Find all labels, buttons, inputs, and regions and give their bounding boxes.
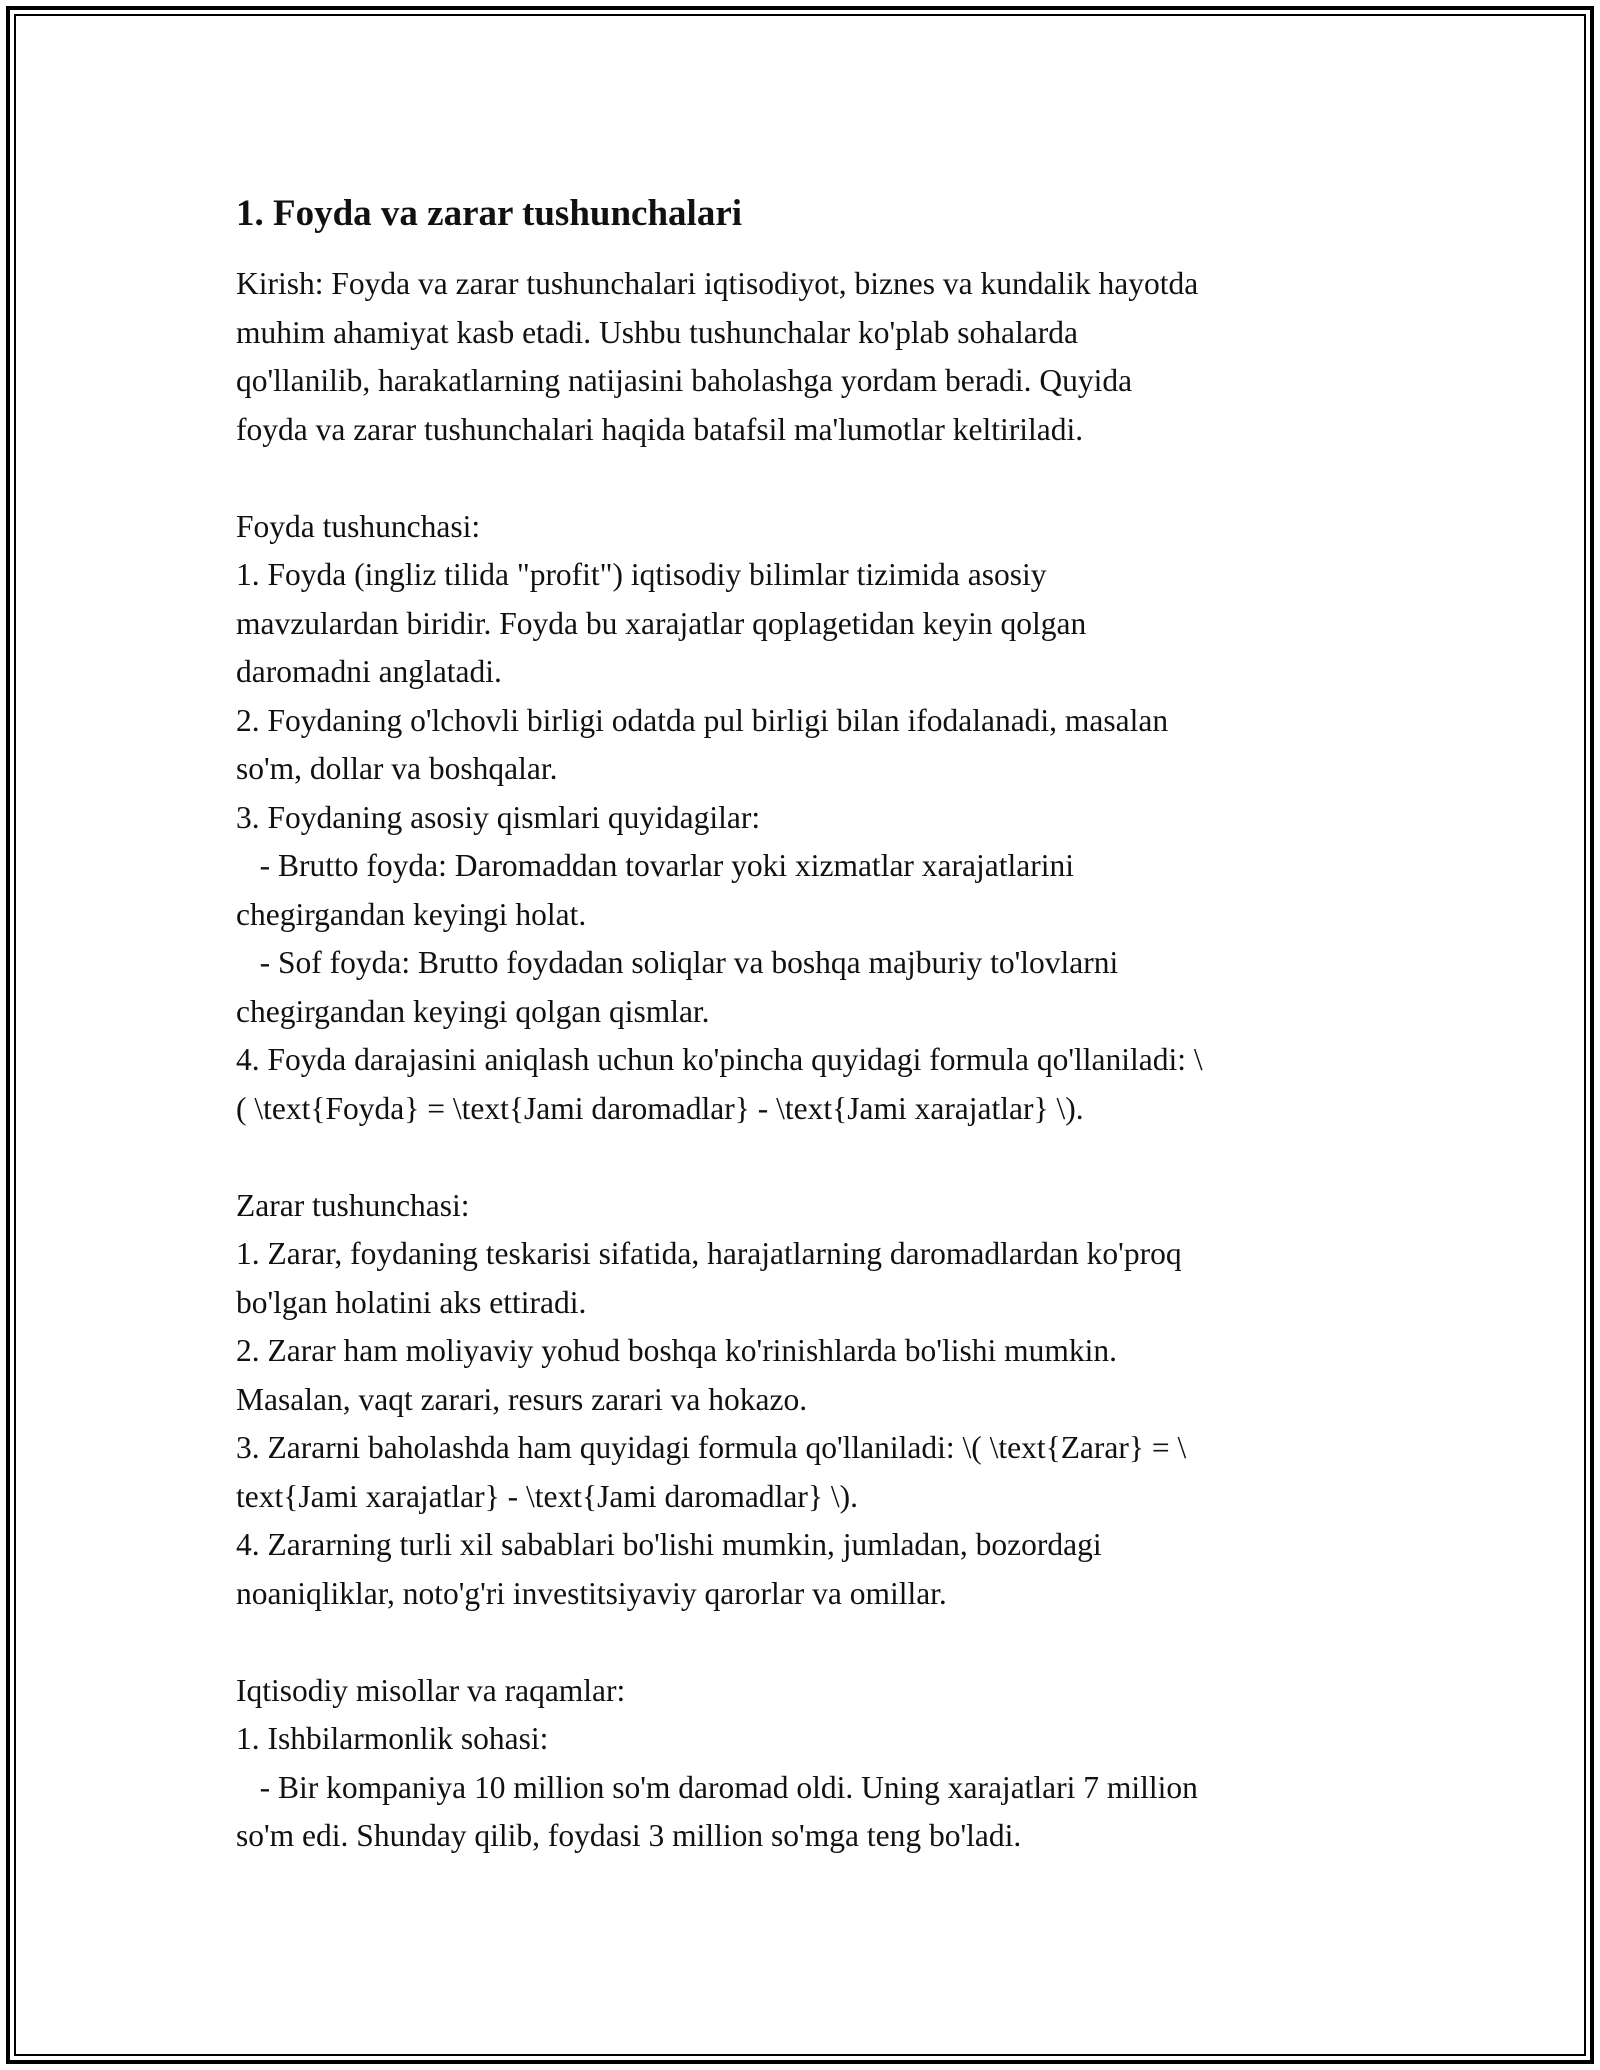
document-title: 1. Foyda va zarar tushunchalari: [236, 193, 743, 234]
document-body: Kirish: Foyda va zarar tushunchalari iqtisodiyot, biznes va kundalik hayotda muhim ahamiyat kasb etadi. Ushbu tushunchalar ko'plab sohalarda qo'llanilib, harakatlarning natijasini baholashga yordam beradi. Quyida foyda va zarar tushunchalari haqida batafsil ma'lumotlar keltiriladi. Foyda tushunchasi: 1. Foyda (ingliz tilida "profit") iqtisodiy bilimlar tizimida asosiy mavzulardan biridir. Foyda bu xarajatlar qoplagetidan keyin qolgan daromadni anglatadi. 2. Foydaning o'lchovli birligi odatda pul birligi bilan ifodalanadi, masalan so'm, dollar va boshqalar. 3. Foydaning asosiy qismlari quyidagilar: - Brutto foyda: Daromaddan tovarlar yoki xizmatlar xarajatlarini chegirgandan keyingi holat. - Sof foyda: Brutto foydadan soliqlar va boshqa majburiy to'lovlarni chegirgandan keyingi qolgan qismlar. 4. Foyda darajasini aniqlash uchun ko'pincha quyidagi formula qo'llaniladi: \ ( \text{Foyda} = \text{Jami daromadlar} - \text{Jami xarajatlar} \). Zarar tushunchasi: 1. Zarar, foydaning teskarisi sifatida, harajatlarning daromadlardan ko'proq bo'lgan holatini aks ettiradi. 2. Zarar ham moliyaviy yohud boshqa ko'rinishlarda bo'lishi mumkin. Masalan, vaqt zarari, resurs zarari va hokazo. 3. Zararni baholashda ham quyidagi formula qo'llaniladi: \( \text{Zarar} = \ text{Jami xarajatlar} - \text{Jami daromadlar} \). 4. Zararning turli xil sabablari bo'lishi mumkin, jumladan, bozordagi noaniqliklar, noto'g'ri investitsiyaviy qarorlar va omillar. Iqtisodiy misollar va raqamlar: 1. Ishbilarmonlik sohasi: - Bir kompaniya 10 million so'm daromad oldi. Uning xarajatlari 7 million so'm edi. Shunday qilib, foydasi 3 million so'mga teng bo'ladi.: [236, 266, 1203, 1853]
document-content: [236, 188, 1366, 1861]
